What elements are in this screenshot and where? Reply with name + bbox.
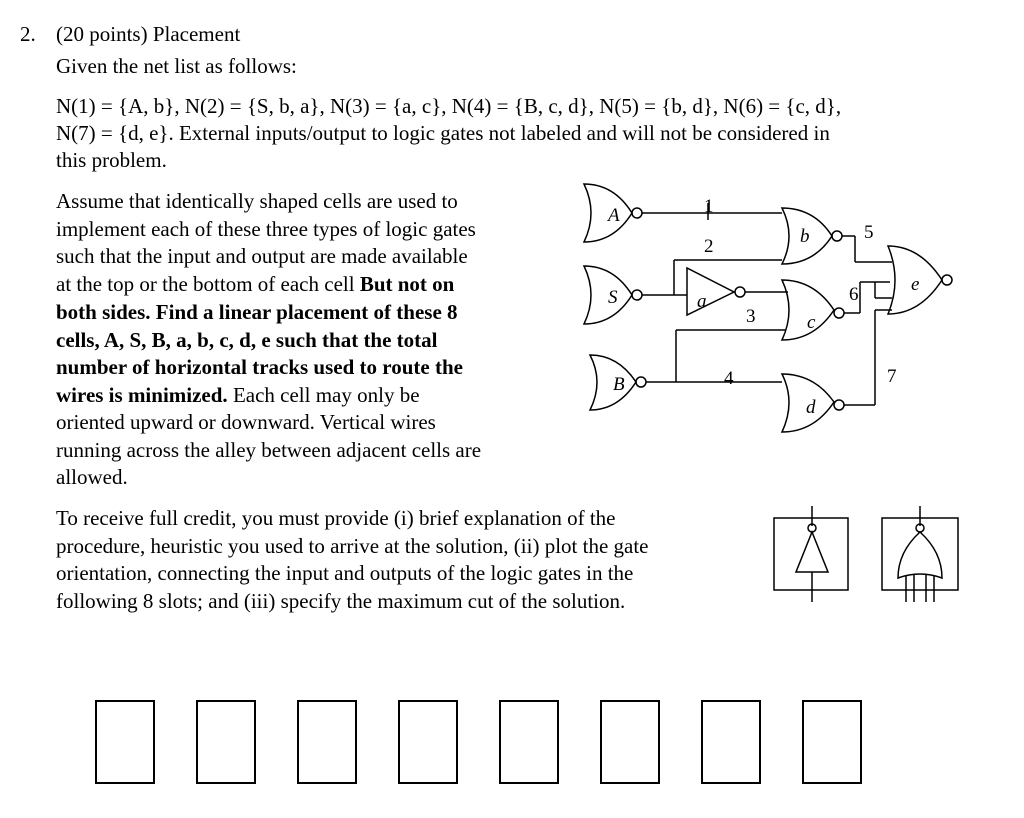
gate-label-d: d	[806, 397, 816, 418]
gate-label-B: B	[613, 374, 625, 395]
gate-label-e: e	[911, 274, 920, 295]
net-label-5: 5	[864, 222, 874, 243]
gate-label-A: A	[608, 205, 620, 226]
gate-d-bubble	[834, 400, 844, 410]
answer-slot-1[interactable]	[95, 700, 155, 784]
para1-line-9: oriented upward or downward. Vertical wires	[56, 410, 436, 434]
para2-line-4: following 8 slots; and (iii) specify the maximum cut of the solution.	[56, 589, 626, 613]
para2-line-3: orientation, connecting the input and outputs of the logic gates in the	[56, 561, 634, 585]
para1-line-5: both sides. Find a linear placement of these 8	[56, 300, 458, 324]
para1-line-3: such that the input and output are made available	[56, 244, 468, 268]
para1-line-7: number of horizontal tracks used to route the	[56, 355, 463, 379]
question-title: (20 points) Placement	[56, 22, 241, 46]
gate-label-c: c	[807, 312, 816, 333]
circuit-diagram	[570, 170, 970, 450]
gate-e-bubble	[942, 275, 952, 285]
question-intro: Given the net list as follows:	[56, 54, 297, 78]
para1-line-6: cells, A, S, B, a, b, c, d, e such that the total	[56, 328, 438, 352]
gate-a-shape	[687, 268, 734, 315]
gate-B-bubble	[636, 377, 646, 387]
para1-line-8b: Each cell may only be	[227, 383, 420, 407]
gate-S-bubble	[632, 290, 642, 300]
para2-line-1: To receive full credit, you must provide (i) brief explanation of the	[56, 506, 616, 530]
para1-line-11: allowed.	[56, 465, 128, 489]
net-label-3: 3	[746, 306, 756, 327]
gate-b-bubble	[832, 231, 842, 241]
gate-c-bubble	[834, 308, 844, 318]
gate-cell-template	[878, 506, 962, 606]
answer-slot-8[interactable]	[802, 700, 862, 784]
answer-slot-3[interactable]	[297, 700, 357, 784]
answer-slot-6[interactable]	[600, 700, 660, 784]
gate-A-bubble	[632, 208, 642, 218]
answer-slot-2[interactable]	[196, 700, 256, 784]
para1-line-1: Assume that identically shaped cells are used to	[56, 189, 458, 213]
buffer-cell-template	[770, 506, 852, 606]
para1-line-4	[56, 270, 454, 298]
para2-line-2: procedure, heuristic you used to arrive at the solution, (ii) plot the gate	[56, 534, 649, 558]
para1-line-2: implement each of these three types of logic gates	[56, 217, 476, 241]
answer-slot-5[interactable]	[499, 700, 559, 784]
answer-slot-4[interactable]	[398, 700, 458, 784]
net-label-6: 6	[849, 284, 859, 305]
para1-line-4b: But not on	[359, 272, 455, 296]
gate-label-S: S	[608, 287, 618, 308]
net-label-2: 2	[704, 236, 714, 257]
para1-line-4a: at the top or the bottom of each cell	[56, 272, 360, 296]
gate-a-bubble	[735, 287, 745, 297]
gate-label-b: b	[800, 226, 810, 247]
para1-line-8a: wires is minimized.	[56, 383, 228, 407]
netlist-line-2: N(7) = {d, e}. External inputs/output to logic gates not labeled and will not be considered in	[56, 121, 830, 145]
netlist-line-1: N(1) = {A, b}, N(2) = {S, b, a}, N(3) = {a, c}, N(4) = {B, c, d}, N(5) = {b, d}, N(6) = {c, d},	[56, 94, 842, 118]
answer-slot-7[interactable]	[701, 700, 761, 784]
para1-line-10: running across the alley between adjacent cells are	[56, 438, 482, 462]
net-label-1: 1	[704, 196, 714, 217]
net-label-7: 7	[887, 366, 897, 387]
question-number: 2.	[20, 22, 36, 46]
gate-label-a: a	[697, 291, 707, 312]
netlist-line-3: this problem.	[56, 148, 167, 172]
para1-line-8	[56, 381, 420, 409]
net-label-4: 4	[724, 368, 734, 389]
